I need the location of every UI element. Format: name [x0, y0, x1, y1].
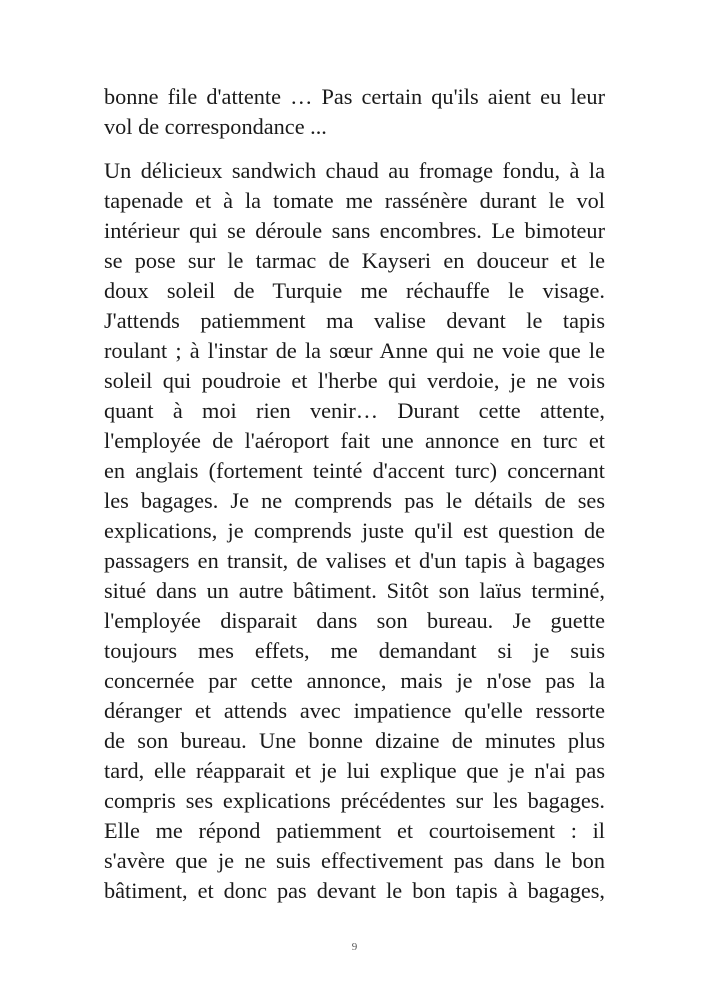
text-line: vol de correspondance ...: [104, 114, 327, 139]
text-line: J'attends patiemment ma valise devant le tapis: [104, 308, 605, 333]
text-line: bonne file d'attente … Pas certain qu'ils aient eu leur: [104, 84, 605, 109]
body-text: [104, 82, 605, 906]
text-line: doux soleil de Turquie me réchauffe le visage.: [104, 278, 605, 303]
text-line: Elle me répond patiemment et courtoisement : il: [104, 818, 605, 843]
text-line: concernée par cette annonce, mais je n'ose pas la: [104, 668, 605, 693]
paragraph-1: [104, 82, 605, 142]
text-line: déranger et attends avec impatience qu'elle ressorte: [104, 698, 605, 723]
text-line: tard, elle réapparait et je lui explique que je n'ai pas: [104, 758, 605, 783]
text-line: passagers en transit, de valises et d'un tapis à bagages: [104, 548, 605, 573]
text-line: quant à moi rien venir… Durant cette attente,: [104, 398, 605, 423]
text-line: compris ses explications précédentes sur les bagages.: [104, 788, 605, 813]
text-line: explications, je comprends juste qu'il est question de: [104, 518, 605, 543]
page-number: 9: [351, 941, 358, 953]
text-line: les bagages. Je ne comprends pas le détails de ses: [104, 488, 605, 513]
text-line: situé dans un autre bâtiment. Sitôt son laïus terminé,: [104, 578, 605, 603]
text-line: se pose sur le tarmac de Kayseri en douceur et le: [104, 248, 605, 273]
text-line: l'employée disparait dans son bureau. Je guette: [104, 608, 605, 633]
text-line: roulant ; à l'instar de la sœur Anne qui ne voie que le: [104, 338, 605, 363]
text-line: l'employée de l'aéroport fait une annonce en turc et: [104, 428, 605, 453]
text-line: toujours mes effets, me demandant si je suis: [104, 638, 605, 663]
text-line: tapenade et à la tomate me rassénère durant le vol: [104, 188, 605, 213]
paragraph-2: [104, 156, 605, 906]
text-line: soleil qui poudroie et l'herbe qui verdoie, je ne vois: [104, 368, 605, 393]
text-line: de son bureau. Une bonne dizaine de minutes plus: [104, 728, 605, 753]
text-line: intérieur qui se déroule sans encombres. Le bimoteur: [104, 218, 605, 243]
text-line: Un délicieux sandwich chaud au fromage fondu, à la: [104, 158, 605, 183]
text-line: bâtiment, et donc pas devant le bon tapis à bagages,: [104, 878, 605, 903]
text-line: en anglais (fortement teinté d'accent turc) concernant: [104, 458, 605, 483]
text-line: s'avère que je ne suis effectivement pas dans le bon: [104, 848, 605, 873]
